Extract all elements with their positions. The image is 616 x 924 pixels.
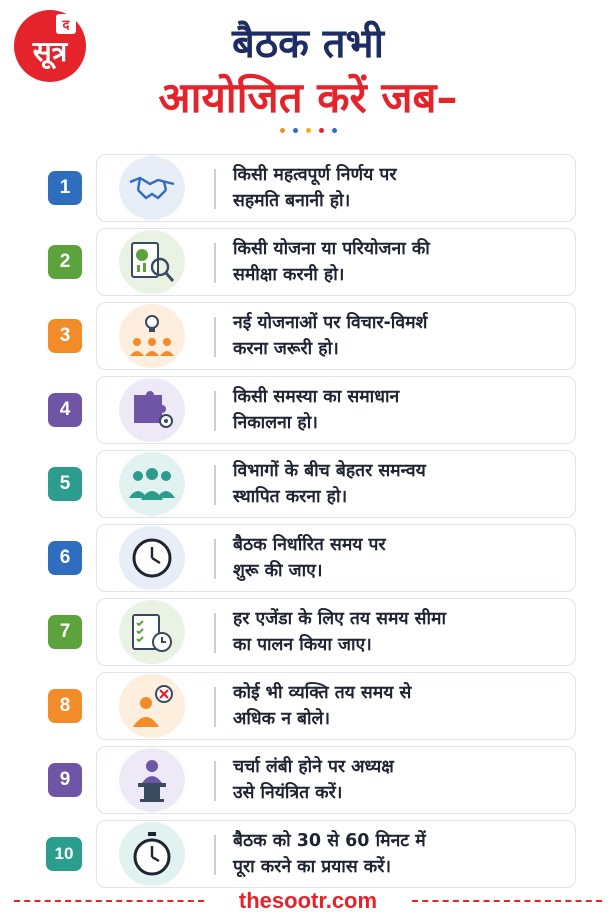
report-magnifier-icon [119,230,185,294]
item-card [96,302,576,370]
item-text [233,680,563,732]
item-text-line-1: बैठक निर्धारित समय पर [233,535,386,555]
item-text [233,162,563,214]
item-card [96,154,576,222]
card-divider [214,465,216,505]
handshake-icon [119,156,185,220]
item-text-line-1: विभागों के बीच बेहतर समन्वय [233,461,426,481]
dot [306,128,311,133]
item-text [233,754,563,806]
item-card [96,376,576,444]
title-line-1: बैठक तभी [231,21,384,67]
decorative-dots [0,128,616,133]
checklist-clock-icon [119,600,185,664]
item-number-badge: 9 [48,763,82,797]
item-card [96,228,576,296]
card-divider [214,687,216,727]
item-text [233,458,563,510]
dot [280,128,285,133]
card-divider [214,613,216,653]
item-text-line-2: निकालना हो। [233,413,318,433]
item-text-line-2: स्थापित करना हो। [233,487,348,507]
card-divider [214,761,216,801]
item-text-line-1: बैठक को 30 से 60 मिनट में [233,831,426,851]
item-number-badge: 3 [48,319,82,353]
item-number-badge: 5 [48,467,82,501]
item-text-line-2: पूरा करने का प्रयास करें। [233,857,391,877]
clock-icon [119,526,185,590]
item-number-badge: 1 [48,171,82,205]
item-text-line-1: किसी महत्वपूर्ण निर्णय पर [233,165,397,185]
item-text-line-2: करना जरूरी हो। [233,339,339,359]
card-divider [214,391,216,431]
item-text [233,310,563,362]
item-card [96,598,576,666]
item-number-badge: 8 [48,689,82,723]
dot [293,128,298,133]
logo-main-text: सूत्र [32,35,68,68]
item-text-line-2: सहमति बनानी हो। [233,191,351,211]
speaker-cross-icon [119,674,185,738]
item-text [233,236,563,288]
title-line-2: आयोजित करें जब– [158,73,458,122]
item-number-badge: 2 [48,245,82,279]
card-divider [214,169,216,209]
item-text [233,532,563,584]
item-number-badge: 10 [46,837,82,871]
dot [332,128,337,133]
item-text-line-2: अधिक न बोले। [233,709,331,729]
item-text-line-1: किसी योजना या परियोजना की [233,239,430,259]
item-text-line-2: शुरू की जाए। [233,561,323,581]
item-text-line-1: नई योजनाओं पर विचार-विमर्श [233,313,428,333]
card-divider [214,539,216,579]
item-text-line-1: चर्चा लंबी होने पर अध्यक्ष [233,757,394,777]
puzzle-gear-icon [119,378,185,442]
item-text-line-1: किसी समस्या का समाधान [233,387,400,407]
item-text-line-1: हर एजेंडा के लिए तय समय सीमा [233,609,447,629]
item-number-badge: 7 [48,615,82,649]
item-text-line-2: का पालन किया जाए। [233,635,372,655]
podium-speaker-icon [119,748,185,812]
item-text-line-2: उसे नियंत्रित करें। [233,783,343,803]
item-text-line-1: कोई भी व्यक्ति तय समय से [233,683,412,703]
team-icon [119,452,185,516]
card-divider [214,243,216,283]
card-divider [214,317,216,357]
item-card [96,524,576,592]
item-card [96,820,576,888]
bulb-team-icon [119,304,185,368]
item-text [233,606,563,658]
stopwatch-icon [119,822,185,886]
dot [319,128,324,133]
footer-website[interactable]: thesootr.com [238,888,378,913]
card-divider [214,835,216,875]
item-number-badge: 6 [48,541,82,575]
item-number-badge: 4 [48,393,82,427]
item-text [233,828,563,880]
item-card [96,746,576,814]
item-text-line-2: समीक्षा करनी हो। [233,265,345,285]
item-card [96,450,576,518]
item-text [233,384,563,436]
item-card [96,672,576,740]
logo-top-letter: द [56,14,76,34]
